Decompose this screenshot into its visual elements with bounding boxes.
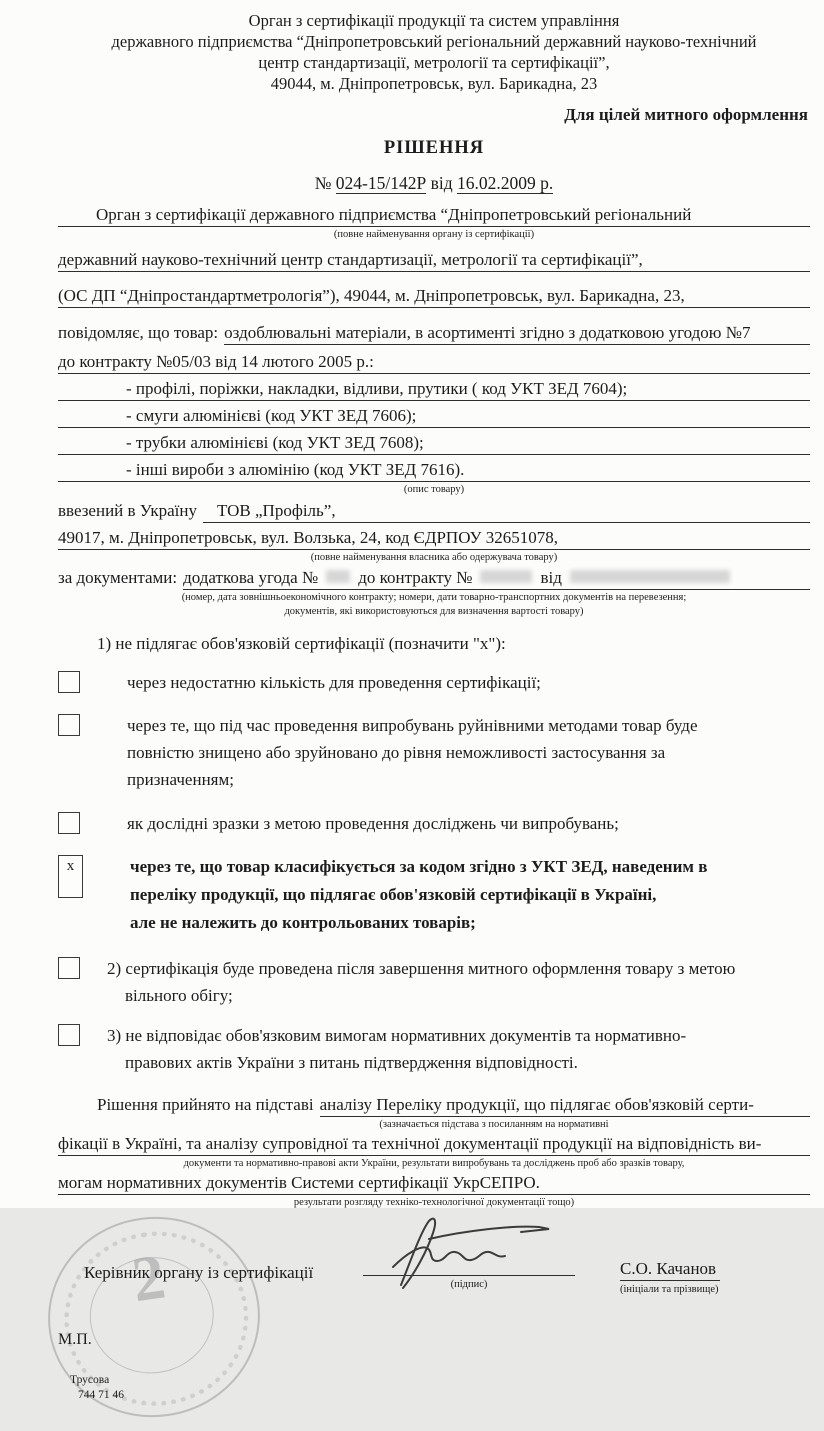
option-text-line: через недостатню кількість для проведення сертифікації; bbox=[127, 673, 541, 692]
goods-caption: (опис товару) bbox=[403, 484, 465, 495]
checkbox-unchecked bbox=[58, 812, 80, 834]
issuer-caption: (повне найменування органу із сертифікації) bbox=[333, 229, 535, 240]
importer-caption: (повне найменування власника або одержувача товару) bbox=[310, 552, 558, 563]
customs-purpose-note: Для цілей митного оформлення bbox=[564, 105, 808, 124]
goods-item-3: - трубки алюмінієві (код УКТ ЗЕД 7608); bbox=[58, 432, 810, 455]
option-row-noncompliance bbox=[58, 1022, 810, 1076]
option-text-line: призначенням; bbox=[127, 770, 234, 789]
goods-item-2: - смуги алюмінієві (код УКТ ЗЕД 7606); bbox=[58, 405, 810, 428]
option-row-after-customs-clearance bbox=[58, 955, 810, 1009]
option-text-line: переліку продукції, що підлягає обов'язковій сертифікації в Україні, bbox=[130, 885, 657, 904]
signature-area bbox=[363, 1215, 575, 1290]
signature-caption: (підпис) bbox=[450, 1279, 488, 1290]
goods-intro-value: оздоблювальні матеріали, в асортименті згідно з додатковою угодою №7 bbox=[224, 322, 810, 345]
option-text-line: вільного обігу; bbox=[125, 986, 233, 1005]
signature-footer bbox=[58, 1223, 810, 1428]
signer-name: С.О. Качанов bbox=[620, 1259, 720, 1281]
document-title: РІШЕННЯ bbox=[383, 138, 485, 158]
option-text-line: правових актів України з питань підтвердження відповідності. bbox=[125, 1053, 578, 1072]
checkbox-unchecked bbox=[58, 671, 80, 693]
redacted-contract-number bbox=[480, 570, 532, 583]
documents-value bbox=[183, 567, 810, 590]
importer-address: 49017, м. Дніпропетровськ, вул. Волзька, 24, код ЄДРПОУ 32651078, bbox=[58, 527, 810, 550]
decision-basis bbox=[58, 1094, 810, 1209]
issuer-line-3: (ОС ДП “Дніпростандартметрологія”), 49044, м. Дніпропетровськ, вул. Барикадна, 23, bbox=[58, 285, 810, 308]
document-date: 16.02.2009 р. bbox=[457, 173, 554, 193]
document-number: 024-15/142Р bbox=[335, 173, 427, 193]
goods-intro-label: повідомляє, що товар: bbox=[58, 323, 219, 342]
goods-item-1: - профілі, поріжки, накладки, відливи, прутики ( код УКТ ЗЕД 7604); bbox=[58, 378, 810, 401]
documents-line bbox=[58, 567, 810, 590]
executor-contact bbox=[70, 1373, 124, 1403]
executor-phone: 744 71 46 bbox=[78, 1389, 124, 1401]
documents-caption-2: документів, які використовуються для визначення вартості товару) bbox=[284, 606, 584, 617]
option-text-line: як дослідні зразки з метою проведення досліджень чи випробувань; bbox=[127, 814, 619, 833]
section-1-heading: 1) не підлягає обов'язковій сертифікації (позначити "х"): bbox=[97, 634, 506, 653]
basis-line-1 bbox=[58, 1094, 810, 1117]
goods-intro-line bbox=[58, 322, 810, 345]
seal-place-label: М.П. bbox=[58, 1331, 92, 1348]
executor-name: Трусова bbox=[70, 1374, 110, 1386]
option-row-insufficient-quantity bbox=[58, 669, 810, 696]
option-text-line: 2) сертифікація буде проведена після завершення митного оформлення товару з метою bbox=[107, 959, 736, 978]
basis-line-3 bbox=[58, 1172, 810, 1195]
signature-line bbox=[363, 1275, 575, 1276]
redacted-agreement-number bbox=[326, 570, 350, 583]
redacted-contract-date bbox=[570, 570, 730, 583]
option-text-line: через те, що товар класифікується за кодом згідно з УКТ ЗЕД, наведеним в bbox=[130, 857, 708, 876]
option-text-line: повністю знищено або зруйновано до рівня неможливості застосування за bbox=[127, 743, 666, 762]
goods-intro-line-2: до контракту №05/03 від 14 лютого 2005 р.: bbox=[58, 351, 810, 374]
checkbox-unchecked bbox=[58, 714, 80, 736]
basis-value-3: могам нормативних документів Системи сертифікації УкрСЕПРО. bbox=[58, 1172, 810, 1195]
handwritten-signature bbox=[363, 1215, 575, 1289]
importer-name: ТОВ „Профіль”, bbox=[203, 500, 810, 523]
stamp-number: 2 bbox=[127, 1240, 170, 1316]
goods-item-4: - інші вироби з алюмінію (код УКТ ЗЕД 7616). bbox=[58, 459, 810, 482]
basis-caption-3: результати розгляду техніко-технологічної документації тощо) bbox=[293, 1197, 575, 1208]
number-prefix: № bbox=[314, 173, 332, 193]
importer-line bbox=[58, 500, 810, 523]
basis-value-1: аналізу Переліку продукції, що підлягає обов'язковій серти- bbox=[320, 1094, 810, 1117]
checkbox-unchecked bbox=[58, 957, 80, 979]
documents-value-part-1: додаткова угода № bbox=[183, 568, 319, 587]
option-text-line: 3) не відповідає обов'язковим вимогам нормативних документів та нормативно- bbox=[107, 1026, 687, 1045]
signer-role-label: Керівник органу із сертифікації bbox=[84, 1263, 314, 1282]
documents-label: за документами: bbox=[58, 568, 178, 587]
letterhead-line-4: 49044, м. Дніпропетровськ, вул. Барикадна, 23 bbox=[270, 74, 598, 93]
document-number-line bbox=[58, 173, 810, 194]
documents-caption-1: (номер, дата зовнішньоекономічного контракту; номери, дати товарно-транспортних документів на перевезення; bbox=[181, 592, 687, 603]
basis-line-2: фікації в Україні, та аналізу супровідної та технічної документації продукції на відповідність ви- bbox=[58, 1133, 810, 1156]
importer-label: ввезений в Україну bbox=[58, 501, 197, 520]
option-text-line: через те, що під час проведення випробувань руйнівними методами товар буде bbox=[127, 716, 698, 735]
issuer-line-2: державний науково-технічний центр стандартизації, метрології та сертифікації”, bbox=[58, 249, 810, 272]
letterhead-line-3: центр стандартизації, метрології та сертифікації”, bbox=[258, 53, 610, 72]
option-row-research-samples bbox=[58, 810, 810, 837]
basis-label: Рішення прийнято на підставі bbox=[97, 1095, 314, 1114]
basis-caption-2: документи та нормативно-правові акти України, результати випробувань та досліджень проб або зразків товару, bbox=[183, 1158, 685, 1169]
documents-value-part-3: від bbox=[540, 568, 562, 587]
checkbox-checked: х bbox=[58, 855, 83, 898]
documents-value-part-2: до контракту № bbox=[358, 568, 473, 587]
number-middle: від bbox=[430, 173, 453, 193]
basis-caption-1: (зазначається підстава з посиланням на нормативні bbox=[379, 1119, 609, 1130]
issuer-line-1: Орган з сертифікації державного підприємства “Дніпропетровський регіональний bbox=[58, 204, 810, 227]
letterhead bbox=[58, 10, 810, 94]
option-row-destructive-testing bbox=[58, 712, 810, 793]
signer-name-caption: (ініціали та прізвище) bbox=[620, 1284, 719, 1295]
letterhead-line-2: державного підприємства “Дніпропетровський регіональний державний науково-технічний bbox=[111, 32, 757, 51]
option-row-ukt-zed-classification bbox=[58, 853, 810, 937]
signer-name-block bbox=[620, 1259, 720, 1295]
checkbox-unchecked bbox=[58, 1024, 80, 1046]
option-text-line: але не належить до контрольованих товарів; bbox=[130, 913, 476, 932]
letterhead-line-1: Орган з сертифікації продукції та систем управління bbox=[248, 11, 620, 30]
